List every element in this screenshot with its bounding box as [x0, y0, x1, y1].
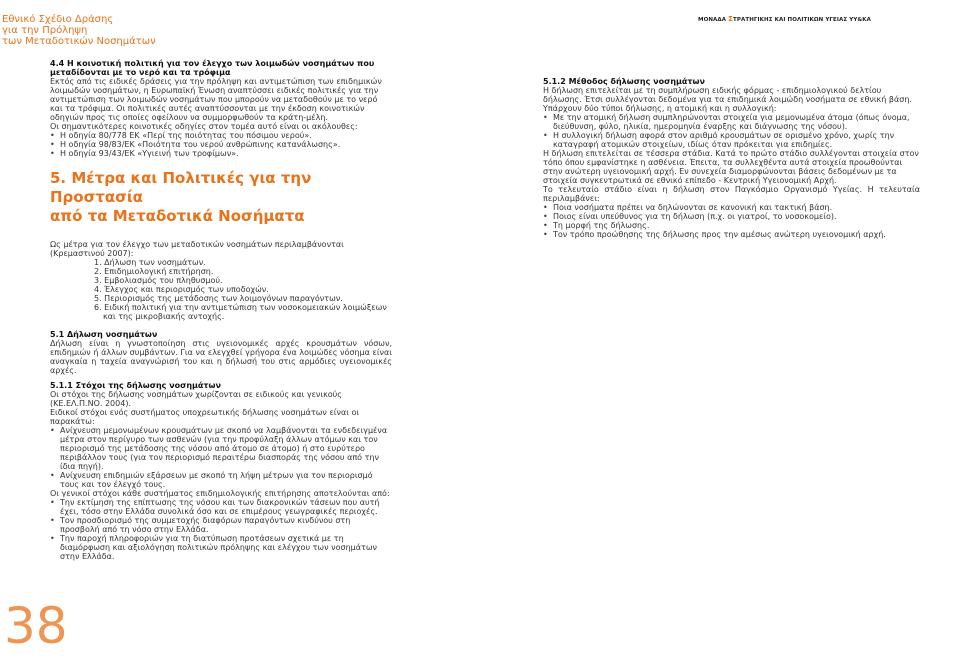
directives-list [50, 131, 390, 158]
list-item: • Ποιος είναι υπεύθυνος για τη δήλωση (π.χ. οι γιατροί, το νοσοκομείο). [543, 212, 920, 221]
left-column [50, 59, 390, 321]
declaration-types-list [543, 113, 920, 149]
list-item: • Την παροχή πληροφοριών για τη διατύπωση προτάσεων σχετικά με τη διαμόρφωση και αξιολόγηση πολιτικών πρόληψης και ελέγχου των νοσημάτων στην Ελλάδα. [50, 534, 392, 561]
list-item: • Με την ατομική δήλωση συμπληρώνονται στοιχεία για μεμονωμένα άτομα (όπως όνομα, διεύθυνση, φύλο, ηλικία, ημερομηνία έναρξης και διάγνωσης της νόσου). [543, 113, 920, 131]
types-intro: Υπάρχουν δύο τύποι δήλωσης, η ατομική και η συλλογική: [543, 104, 777, 113]
general-goals-intro: Οι γενικοί στόχοι κάθε συστήματος επιδημιολογικής επιτήρησης αποτελούνται από: [50, 489, 390, 498]
bottom-left-column [50, 330, 392, 561]
list-item: • Την εκτίμηση της επίπτωσης της νόσου και των διακρονικών τάσεων που αυτή έχει, τόσο στην Ελλάδα συνολικά όσο και σε επιμέρους γεωγραφικές περιοχές. [50, 498, 392, 516]
list-item: • Η οδηγία 93/43/ΕΚ «Υγιεινή των τροφίμων». [50, 149, 390, 158]
section-5-1-2-heading: 5.1.2 Μέθοδος δήλωσης νοσημάτων [543, 77, 705, 86]
directives-intro: Οι σημαντικότερες κοινοτικές οδηγίες στον τομέα αυτό είναι οι ακόλουθες: [50, 122, 358, 131]
title-line: για την Πρόληψη [2, 25, 88, 36]
title-line: Εθνικό Σχέδιο Δράσης [2, 14, 114, 25]
section-5-1-paragraph: Δήλωση είναι η γνωστοποίηση στις υγειονομικές αρχές κρουσμάτων νόσων, επιδημιών ή άλλων συμβάντων. Για να ελεγχθεί γρήγορα ένα λοιμώδες νόσημα είναι αναγκαία η ταχεία αναγνώρισή του και η δήλωσή του στις αρμόδιες υγειονομικές αρχές. [50, 339, 392, 375]
list-item: • Η οδηγία 98/83/ΕΚ «Ποιότητα του νερού ανθρώπινης κατανάλωσης». [50, 140, 390, 149]
list-item: • Τον τρόπο προώθησης της δήλωσης προς την αμέσως ανώτερη υγειονομική αρχή. [543, 230, 920, 239]
who-paragraph: Το τελευταίο στάδιο είναι η δήλωση στον Παγκόσμιο Οργανισμό Υγείας. Η τελευταία περιλαμβάνει: [543, 185, 920, 203]
list-item: • Ποια νοσήματα πρέπει να δηλώνονται σε κανονική και τακτική βάση. [543, 203, 920, 212]
list-item: • Η συλλογική δήλωση αφορά στον αριθμό κρουσμάτων σε ορισμένο χρόνο, χωρίς την καταγραφή ατομικών στοιχείων, ιδίως όταν πρόκειται για επιδημίες. [543, 131, 920, 149]
list-item: • Ανίχνευση επιδημιών εξάρσεων με σκοπό τη λήψη μέτρων για τον περιορισμό τους και τον έλεγχό τους. [50, 471, 392, 489]
section-4-4-heading: 4.4 Η κοινοτική πολιτική για τον έλεγχο των λοιμωδών νοσημάτων που μεταδίδονται με το νερό και τα τρόφιμα [50, 59, 375, 77]
list-item: • Ανίχνευση μεμονωμένων κρουσμάτων με σκοπό να λαμβάνονται τα ενδεδειγμένα μέτρα στον περίγυρο των ασθενών (για την προφύλαξη άλλων ατόμων και τον περιορισμό της μετάδοσης της νόσου από άτομο σε άτομο) ή στο ευρύτερο περιβάλλον τους (για τον περιορισμό περαιτέρω διασποράς της νόσου από την ίδια πηγή). [50, 426, 392, 471]
list-item: • Τον προσδιορισμό της συμμετοχής διαφόρων παραγόντων κινδύνου στη προσβολή από τη νόσο στην Ελλάδα. [50, 516, 392, 534]
list-item: 4. Έλεγχος και περιορισμός των υποδοχών. [94, 285, 269, 294]
unit-header: ΜΟΝΑΔΑ ΣΤΡΑΤΗΓΙΚΗΣ ΚΑΙ ΠΟΛΙΤΙΚΩΝ ΥΓΕΙΑΣ ΥΥ&ΚΑ [698, 15, 872, 23]
list-item: • Η οδηγία 80/778 ΕΚ «Περί της ποιότητας του πόσιμου νερού». [50, 131, 390, 140]
general-goals-list [50, 498, 392, 561]
section-4-4-paragraph: Εκτός από τις ειδικές δράσεις για την πρόληψη και αντιμετώπιση των επιδημικών λοιμωδών νοσημάτων, η Ευρωπαϊκή Ένωση αναπτύσσει ειδικές πολιτικές για την αντιμετώπιση των λοιμωδών νοσημάτων που μπορούν να μεταδοθούν με το νερό και τα τρόφιμα. Οι πολιτικές αυτές αναπτύσσονται με την έκδοση κοινοτικών οδηγιών προς τις οποίες οφείλουν να συμμορφωθούν τα κράτη-μέλη. [50, 77, 382, 122]
list-item: 1. Δήλωση των νοσημάτων. [94, 258, 206, 267]
section-5-1-1-heading: 5.1.1 Στόχοι της δήλωσης νοσημάτων [50, 381, 221, 390]
specific-goals-intro: Ειδικοί στόχοι ενός συστήματος υποχρεωτικής δήλωσης νοσημάτων είναι οι παρακάτω: [50, 408, 360, 426]
list-item: • Τη μορφή της δήλωσης. [543, 221, 920, 230]
who-items-list [543, 203, 920, 239]
goals-intro: Οι στόχοι της δήλωσης νοσημάτων χωρίζονται σε ειδικούς και γενικούς (ΚΕ.ΕΛ.Π.ΝΟ. 2004). [50, 390, 343, 408]
list-item: 3. Εμβολιασμός του πληθυσμού. [94, 276, 223, 285]
title-line: των Μεταδοτικών Νοσημάτων [2, 36, 156, 47]
list-item: 2. Επιδημιολογική επιτήρηση. [94, 267, 214, 276]
list-item: 5. Περιορισμός της μετάδοσης των λοιμογόνων παραγόντων. [94, 294, 343, 303]
page-number: 38 [4, 597, 68, 655]
measures-list [50, 258, 390, 321]
stages-paragraph: Η δήλωση επιτελείται σε τέσσερα στάδια. Κατά το πρώτο στάδιο συλλέγονται στοιχεία στον τόπο όπου εμφανίστηκε η ασθένεια. Έπειτα, τα συλλεχθέντα αυτά στοιχεία προωθούνται στην ανώτερη υγειονομική αρχή. Εν συνεχεία διαμορφώνονται βάσεις δεδομένων με τα στοιχεία συγκεντρωτικά σε εθνικό επίπεδο - Κεντρική Υγειονομική Αρχή. [543, 149, 919, 185]
section-5-1-heading: 5.1 Δήλωση νοσημάτων [50, 330, 158, 339]
specific-goals-list [50, 426, 392, 489]
list-item: 6. Ειδική πολιτική για την αντιμετώπιση των νοσοκομειακών λοιμώξεων και της μικροβιακής αντοχής. [94, 303, 387, 321]
right-column [543, 77, 920, 239]
unit-header-letter: Σ [728, 15, 734, 23]
section-5-heading: 5. Μέτρα και Πολιτικές για την Προστασία από τα Μεταδοτικά Νοσήματα [50, 169, 312, 225]
document-title [2, 14, 162, 47]
method-paragraph: Η δήλωση επιτελείται με τη συμπλήρωση ειδικής φόρμας - επιδημιολογικού δελτίου δήλωσης. Έτσι συλλέγονται δεδομένα για τα επιδημικά λοιμώδη νοσήματα σε εθνική βάση. [543, 86, 912, 104]
measures-intro: Ως μέτρα για τον έλεγχο των μεταδοτικών νοσημάτων περιλαμβάνονται (Κρεμαστινού 2007): [50, 240, 344, 258]
